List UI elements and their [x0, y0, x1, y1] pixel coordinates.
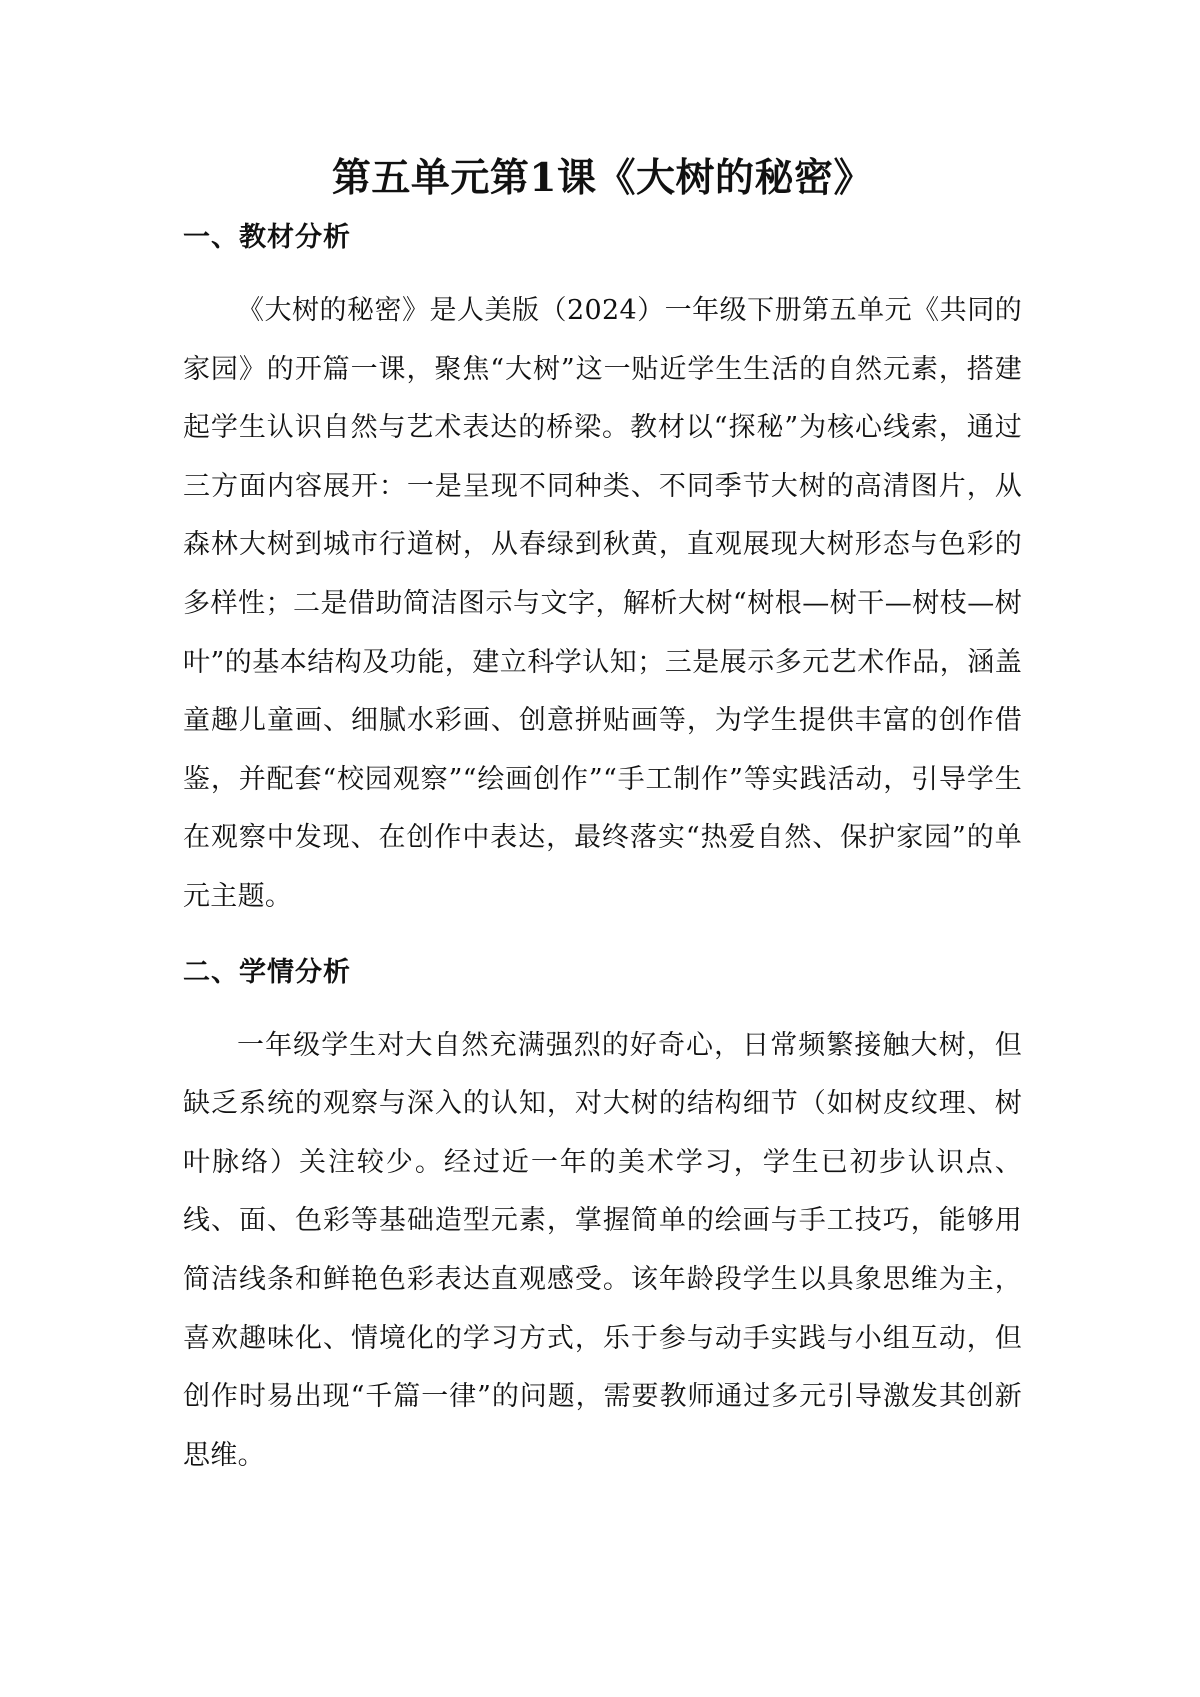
document-title: 第五单元第1课《大树的秘密》	[331, 155, 874, 201]
section-heading-student-analysis: 二、学情分析	[183, 956, 351, 988]
section-heading-textbook-analysis: 一、教材分析	[183, 222, 351, 253]
section-paragraph-textbook-analysis: 《大树的秘密》是人美版（2024）一年级下册第五单元《共同的家园》的开篇一课，聚焦“大树”这一贴近学生生活的自然元素，搭建起学生认识自然与艺术表达的桥梁。教材以“探秘”为核心线索，通过三方面内容展开：一是呈现不同种类、不同季节大树的高清图片，从森林大树到城市行道树，从春绿到秋黄，直观展现大树形态与色彩的多样性；二是借助简洁图示与文字，解析大树“树根—树干—树枝—树叶”的基本结构及功能，建立科学认知；三是展示多元艺术作品，涵盖童趣儿童画、细腻水彩画、创意拼贴画等，为学生提供丰富的创作借鉴，并配套“校园观察”“绘画创作”“手工制作”等实践活动，引导学生在观察中发现、在创作中表达，最终落实“热爱自然、保护家园”的单元主题。	[183, 295, 1022, 912]
section-paragraph-student-analysis: 一年级学生对大自然充满强烈的好奇心，日常频繁接触大树，但缺乏系统的观察与深入的认知，对大树的结构细节（如树皮纹理、树叶脉络）关注较少。经过近一年的美术学习，学生已初步认识点、线、面、色彩等基础造型元素，掌握简单的绘画与手工技巧，能够用简洁线条和鲜艳色彩表达直观感受。该年龄段学生以具象思维为主，喜欢趣味化、情境化的学习方式，乐于参与动手实践与小组互动，但创作时易出现“千篇一律”的问题，需要教师通过多元引导激发其创新思维。	[183, 1029, 1022, 1471]
